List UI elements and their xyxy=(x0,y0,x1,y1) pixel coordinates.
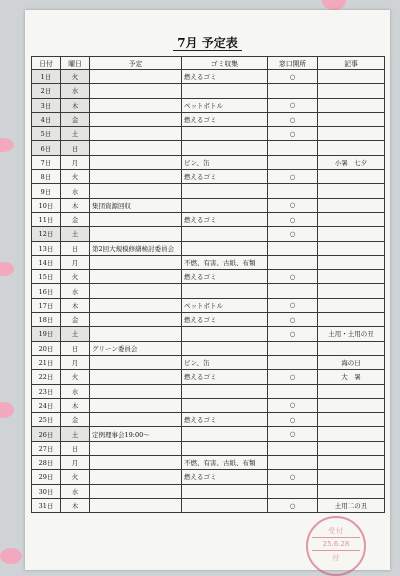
office-open-mark xyxy=(268,155,318,169)
weekday-cell: 月 xyxy=(61,155,90,169)
office-open-mark: ○ xyxy=(268,327,318,341)
office-open-mark: ○ xyxy=(268,98,318,112)
note-cell xyxy=(318,384,385,398)
garbage-cell xyxy=(182,198,268,212)
office-open-mark xyxy=(268,241,318,255)
date-cell: 25日 xyxy=(32,413,61,427)
event-cell xyxy=(90,255,182,269)
garbage-cell: 燃えるゴミ xyxy=(182,413,268,427)
date-cell: 16日 xyxy=(32,284,61,298)
weekday-cell: 木 xyxy=(61,398,90,412)
weekday-cell: 金 xyxy=(61,212,90,226)
weekday-cell: 火 xyxy=(61,270,90,284)
garbage-cell: 不燃、有害、古紙、布類 xyxy=(182,456,268,470)
stamp-divider xyxy=(312,550,360,551)
garbage-cell: 燃えるゴミ xyxy=(182,470,268,484)
table-row xyxy=(32,241,385,255)
event-cell xyxy=(90,70,182,84)
note-cell xyxy=(318,270,385,284)
office-open-mark xyxy=(268,284,318,298)
weekday-cell: 金 xyxy=(61,313,90,327)
event-cell xyxy=(90,327,182,341)
note-cell xyxy=(318,284,385,298)
note-cell: 土用・土用の丑 xyxy=(318,327,385,341)
date-cell: 28日 xyxy=(32,456,61,470)
header-date: 日付 xyxy=(32,57,61,70)
note-cell xyxy=(318,413,385,427)
date-cell: 29日 xyxy=(32,470,61,484)
office-open-mark: ○ xyxy=(268,298,318,312)
garbage-cell xyxy=(182,498,268,512)
office-open-mark: ○ xyxy=(268,427,318,441)
date-cell: 23日 xyxy=(32,384,61,398)
event-cell xyxy=(90,98,182,112)
office-open-mark: ○ xyxy=(268,470,318,484)
date-cell: 24日 xyxy=(32,398,61,412)
note-cell xyxy=(318,470,385,484)
weekday-cell: 金 xyxy=(61,413,90,427)
background-flower-decoration xyxy=(322,0,346,10)
weekday-cell: 火 xyxy=(61,370,90,384)
event-cell xyxy=(90,470,182,484)
date-cell: 8日 xyxy=(32,170,61,184)
event-cell: グリーン委員会 xyxy=(90,341,182,355)
weekday-cell: 木 xyxy=(61,498,90,512)
weekday-cell: 金 xyxy=(61,112,90,126)
office-open-mark xyxy=(268,84,318,98)
office-open-mark xyxy=(268,255,318,269)
event-cell xyxy=(90,456,182,470)
event-cell xyxy=(90,141,182,155)
table-row xyxy=(32,170,385,184)
table-row xyxy=(32,298,385,312)
date-cell: 12日 xyxy=(32,227,61,241)
stamp-divider xyxy=(312,537,360,538)
table-row xyxy=(32,198,385,212)
note-cell xyxy=(318,98,385,112)
note-cell xyxy=(318,484,385,498)
event-cell xyxy=(90,398,182,412)
garbage-cell xyxy=(182,241,268,255)
office-open-mark xyxy=(268,341,318,355)
event-cell xyxy=(90,413,182,427)
date-cell: 9日 xyxy=(32,184,61,198)
weekday-cell: 水 xyxy=(61,284,90,298)
table-row xyxy=(32,212,385,226)
weekday-cell: 日 xyxy=(61,441,90,455)
weekday-cell: 火 xyxy=(61,70,90,84)
table-row xyxy=(32,441,385,455)
garbage-cell xyxy=(182,341,268,355)
note-cell xyxy=(318,212,385,226)
table-row xyxy=(32,255,385,269)
garbage-cell xyxy=(182,84,268,98)
note-cell: 海の日 xyxy=(318,355,385,369)
office-open-mark xyxy=(268,184,318,198)
event-cell: 定例理事会19:00～ xyxy=(90,427,182,441)
event-cell xyxy=(90,212,182,226)
header-weekday: 曜日 xyxy=(61,57,90,70)
weekday-cell: 月 xyxy=(61,255,90,269)
office-open-mark: ○ xyxy=(268,498,318,512)
garbage-cell xyxy=(182,227,268,241)
table-row xyxy=(32,484,385,498)
weekday-cell: 水 xyxy=(61,184,90,198)
garbage-cell: 燃えるゴミ xyxy=(182,270,268,284)
weekday-cell: 木 xyxy=(61,198,90,212)
garbage-cell: ビン、缶 xyxy=(182,355,268,369)
event-cell xyxy=(90,498,182,512)
event-cell xyxy=(90,298,182,312)
date-cell: 11日 xyxy=(32,212,61,226)
note-cell xyxy=(318,313,385,327)
garbage-cell: ペットボトル xyxy=(182,298,268,312)
garbage-cell: 燃えるゴミ xyxy=(182,212,268,226)
date-cell: 30日 xyxy=(32,484,61,498)
office-open-mark: ○ xyxy=(268,227,318,241)
weekday-cell: 水 xyxy=(61,84,90,98)
garbage-cell: 燃えるゴミ xyxy=(182,70,268,84)
garbage-cell: 燃えるゴミ xyxy=(182,170,268,184)
note-cell xyxy=(318,70,385,84)
event-cell xyxy=(90,384,182,398)
table-row xyxy=(32,70,385,84)
page-title xyxy=(25,34,390,51)
table-row xyxy=(32,284,385,298)
page-title-text: 7月 予定表 xyxy=(173,36,242,51)
table-row xyxy=(32,498,385,512)
office-open-mark xyxy=(268,484,318,498)
weekday-cell: 日 xyxy=(61,341,90,355)
weekday-cell: 火 xyxy=(61,470,90,484)
note-cell xyxy=(318,184,385,198)
event-cell xyxy=(90,313,182,327)
garbage-cell xyxy=(182,327,268,341)
garbage-cell: ペットボトル xyxy=(182,98,268,112)
weekday-cell: 木 xyxy=(61,298,90,312)
date-cell: 21日 xyxy=(32,355,61,369)
date-cell: 7日 xyxy=(32,155,61,169)
date-cell: 31日 xyxy=(32,498,61,512)
date-cell: 20日 xyxy=(32,341,61,355)
garbage-cell xyxy=(182,141,268,155)
stamp-date: 25.6.28 xyxy=(322,540,350,548)
date-cell: 10日 xyxy=(32,198,61,212)
weekday-cell: 土 xyxy=(61,127,90,141)
event-cell xyxy=(90,84,182,98)
office-open-mark: ○ xyxy=(268,112,318,126)
schedule-table xyxy=(31,56,385,513)
note-cell xyxy=(318,170,385,184)
note-cell xyxy=(318,255,385,269)
date-cell: 27日 xyxy=(32,441,61,455)
event-cell xyxy=(90,155,182,169)
office-open-mark: ○ xyxy=(268,313,318,327)
note-cell xyxy=(318,112,385,126)
note-cell xyxy=(318,341,385,355)
weekday-cell: 土 xyxy=(61,427,90,441)
office-open-mark xyxy=(268,141,318,155)
background-flower-decoration xyxy=(0,262,14,276)
table-row xyxy=(32,227,385,241)
weekday-cell: 月 xyxy=(61,456,90,470)
note-cell xyxy=(318,441,385,455)
note-cell xyxy=(318,456,385,470)
date-cell: 3日 xyxy=(32,98,61,112)
table-row xyxy=(32,413,385,427)
note-cell: 大 暑 xyxy=(318,370,385,384)
office-open-mark: ○ xyxy=(268,198,318,212)
table-row xyxy=(32,370,385,384)
weekday-cell: 木 xyxy=(61,98,90,112)
garbage-cell xyxy=(182,427,268,441)
table-row xyxy=(32,184,385,198)
background-flower-decoration xyxy=(0,138,14,152)
weekday-cell: 土 xyxy=(61,227,90,241)
table-row xyxy=(32,470,385,484)
weekday-cell: 水 xyxy=(61,384,90,398)
garbage-cell xyxy=(182,484,268,498)
table-header-row xyxy=(32,57,385,70)
event-cell: 第2回大規模修繕検討委員会 xyxy=(90,241,182,255)
office-open-mark: ○ xyxy=(268,127,318,141)
event-cell xyxy=(90,441,182,455)
office-open-mark: ○ xyxy=(268,398,318,412)
table-row xyxy=(32,98,385,112)
date-cell: 15日 xyxy=(32,270,61,284)
garbage-cell xyxy=(182,398,268,412)
table-row xyxy=(32,341,385,355)
weekday-cell: 日 xyxy=(61,141,90,155)
received-stamp xyxy=(306,516,366,576)
note-cell xyxy=(318,398,385,412)
note-cell xyxy=(318,241,385,255)
event-cell xyxy=(90,112,182,126)
office-open-mark: ○ xyxy=(268,70,318,84)
date-cell: 19日 xyxy=(32,327,61,341)
event-cell xyxy=(90,170,182,184)
note-cell xyxy=(318,427,385,441)
note-cell: 小暑 七夕 xyxy=(318,155,385,169)
weekday-cell: 火 xyxy=(61,170,90,184)
background-flower-decoration xyxy=(0,548,22,564)
garbage-cell: 燃えるゴミ xyxy=(182,313,268,327)
note-cell xyxy=(318,127,385,141)
table-row xyxy=(32,127,385,141)
weekday-cell: 水 xyxy=(61,484,90,498)
note-cell xyxy=(318,198,385,212)
garbage-cell xyxy=(182,184,268,198)
garbage-cell xyxy=(182,127,268,141)
table-row xyxy=(32,155,385,169)
table-row xyxy=(32,327,385,341)
event-cell: 集団資源回収 xyxy=(90,198,182,212)
table-row xyxy=(32,427,385,441)
weekday-cell: 月 xyxy=(61,355,90,369)
event-cell xyxy=(90,484,182,498)
date-cell: 17日 xyxy=(32,298,61,312)
event-cell xyxy=(90,270,182,284)
office-open-mark xyxy=(268,441,318,455)
schedule-rows xyxy=(32,70,385,513)
event-cell xyxy=(90,184,182,198)
event-cell xyxy=(90,355,182,369)
office-open-mark xyxy=(268,456,318,470)
table-row xyxy=(32,384,385,398)
garbage-cell: 燃えるゴミ xyxy=(182,370,268,384)
office-open-mark: ○ xyxy=(268,212,318,226)
header-office-open: 窓口開所 xyxy=(268,57,318,70)
event-cell xyxy=(90,370,182,384)
event-cell xyxy=(90,227,182,241)
header-event: 予定 xyxy=(90,57,182,70)
event-cell xyxy=(90,284,182,298)
date-cell: 26日 xyxy=(32,427,61,441)
garbage-cell: 燃えるゴミ xyxy=(182,112,268,126)
date-cell: 6日 xyxy=(32,141,61,155)
table-row xyxy=(32,112,385,126)
schedule-sheet xyxy=(25,10,390,570)
garbage-cell xyxy=(182,384,268,398)
date-cell: 13日 xyxy=(32,241,61,255)
office-open-mark xyxy=(268,384,318,398)
stamp-bottom-text: 付 xyxy=(332,554,340,562)
garbage-cell: ビン、缶 xyxy=(182,155,268,169)
date-cell: 2日 xyxy=(32,84,61,98)
event-cell xyxy=(90,127,182,141)
garbage-cell xyxy=(182,441,268,455)
table-row xyxy=(32,355,385,369)
background-flower-decoration xyxy=(0,402,14,418)
note-cell: 土用二の丑 xyxy=(318,498,385,512)
table-row xyxy=(32,398,385,412)
date-cell: 5日 xyxy=(32,127,61,141)
date-cell: 14日 xyxy=(32,255,61,269)
weekday-cell: 土 xyxy=(61,327,90,341)
note-cell xyxy=(318,298,385,312)
office-open-mark: ○ xyxy=(268,170,318,184)
office-open-mark: ○ xyxy=(268,413,318,427)
header-notes: 記事 xyxy=(318,57,385,70)
garbage-cell xyxy=(182,284,268,298)
weekday-cell: 日 xyxy=(61,241,90,255)
note-cell xyxy=(318,84,385,98)
office-open-mark: ○ xyxy=(268,270,318,284)
date-cell: 1日 xyxy=(32,70,61,84)
header-garbage: ゴミ収集 xyxy=(182,57,268,70)
stamp-top-text: 受付 xyxy=(328,527,344,535)
table-row xyxy=(32,313,385,327)
table-row xyxy=(32,141,385,155)
garbage-cell: 不燃、有害、古紙、布類 xyxy=(182,255,268,269)
table-row xyxy=(32,270,385,284)
note-cell xyxy=(318,227,385,241)
note-cell xyxy=(318,141,385,155)
date-cell: 18日 xyxy=(32,313,61,327)
date-cell: 4日 xyxy=(32,112,61,126)
office-open-mark xyxy=(268,355,318,369)
table-row xyxy=(32,84,385,98)
office-open-mark: ○ xyxy=(268,370,318,384)
table-row xyxy=(32,456,385,470)
date-cell: 22日 xyxy=(32,370,61,384)
